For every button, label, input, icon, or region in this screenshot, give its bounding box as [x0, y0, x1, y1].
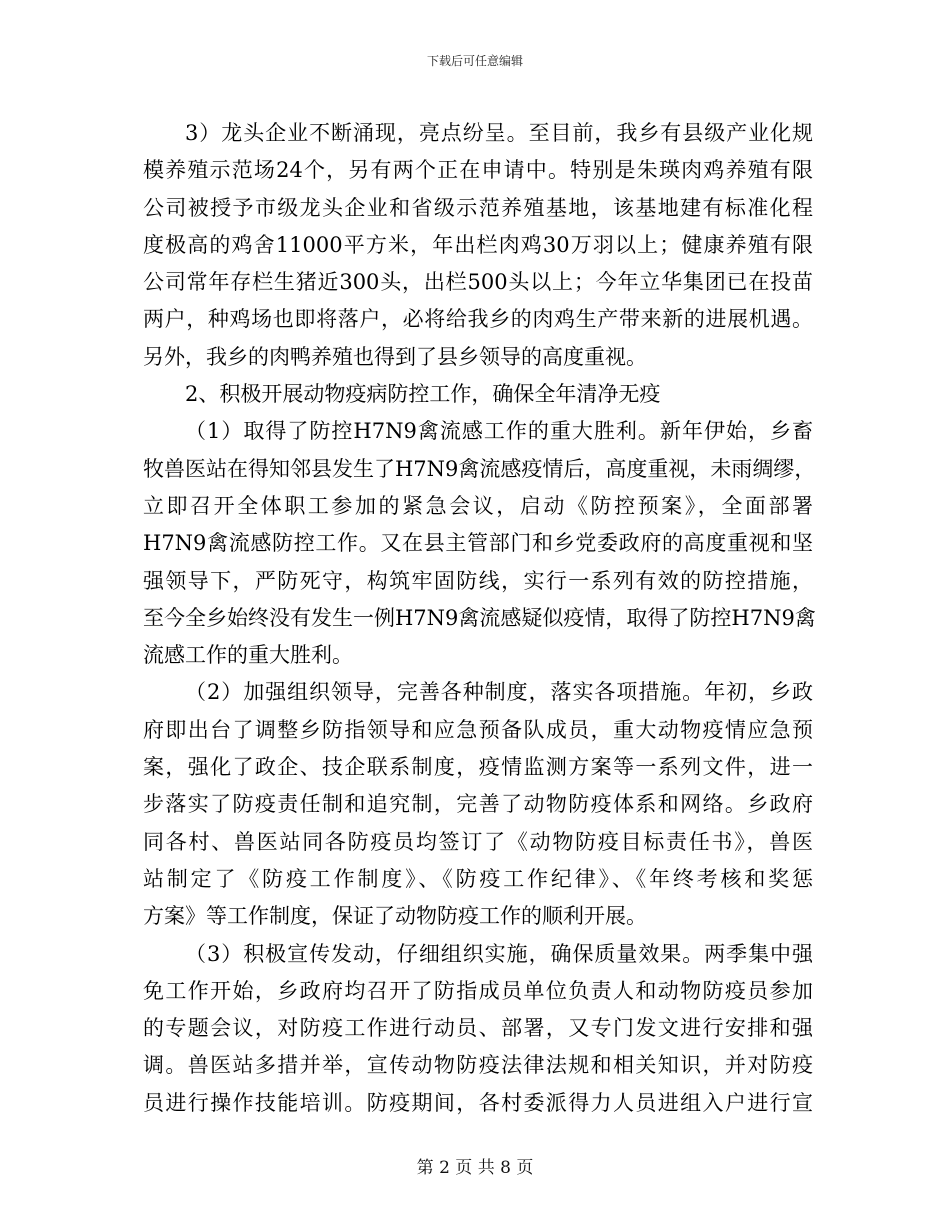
body-line: 方案》等工作制度，保证了动物防疫工作的顺利开展。 — [143, 904, 647, 929]
body-line: 员进行操作技能培训。防疫期间，各村委派得力人员进组入户进行宣 — [143, 1090, 813, 1115]
body-line: H7N9禽流感防控工作。又在县主管部门和乡党委政府的高度重视和坚 — [143, 531, 813, 556]
body-line: 另外，我乡的肉鸭养殖也得到了县乡领导的高度重视。 — [143, 344, 647, 369]
body-line: 至今全乡始终没有发生一例H7N9禽流感疑似疫情，取得了防控H7N9禽 — [143, 605, 816, 630]
body-line: 免工作开始，乡政府均召开了防指成员单位负责人和动物防疫员参加 — [143, 978, 813, 1003]
page-footer: 第 2 页 共 8 页 — [416, 1158, 534, 1178]
body-line: 同各村、兽医站同各防疫员均签订了《动物防疫目标责任书》，兽医 — [143, 829, 813, 854]
body-line: 的专题会议，对防疫工作进行动员、部署，又专门发文进行安排和强 — [143, 1016, 813, 1041]
body-line: 模养殖示范场24个，另有两个正在申请中。特别是朱瑛肉鸡养殖有限 — [143, 158, 813, 183]
body-line: （2）加强组织领导，完善各种制度，落实各项措施。年初，乡政 — [185, 680, 813, 705]
body-line: 站制定了《防疫工作制度》、《防疫工作纪律》、《年终考核和奖惩 — [143, 866, 813, 891]
body-line: 步落实了防疫责任制和追究制，完善了动物防疫体系和网络。乡政府 — [143, 792, 813, 817]
document-body — [143, 115, 816, 1122]
body-line: 立即召开全体职工参加的紧急会议，启动《防控预案》，全面部署 — [143, 493, 813, 518]
body-line: 公司被授予市级龙头企业和省级示范养殖基地，该基地建有标准化程 — [143, 195, 813, 220]
body-line: 2、积极开展动物疫病防控工作，确保全年清净无疫 — [185, 382, 661, 407]
page-header: 下载后可任意编辑 — [426, 54, 523, 68]
body-line: 两户，种鸡场也即将落户，必将给我乡的肉鸡生产带来新的进展机遇。 — [143, 307, 813, 332]
body-line: 调。兽医站多措并举，宣传动物防疫法律法规和相关知识，并对防疫 — [143, 1053, 813, 1078]
body-line: （3）积极宣传发动，仔细组织实施，确保质量效果。两季集中强 — [185, 941, 813, 966]
body-line: 强领导下，严防死守，构筑牢固防线，实行一系列有效的防控措施， — [143, 568, 813, 593]
body-line: 3）龙头企业不断涌现，亮点纷呈。至目前，我乡有县级产业化规 — [185, 121, 813, 145]
body-line: 案，强化了政企、技企联系制度，疫情监测方案等一系列文件，进一 — [143, 755, 813, 780]
body-line: （1）取得了防控H7N9禽流感工作的重大胜利。新年伊始，乡畜 — [185, 419, 813, 444]
body-line: 牧兽医站在得知邻县发生了H7N9禽流感疫情后，高度重视，未雨绸缪， — [143, 456, 816, 481]
body-line: 度极高的鸡舍11000平方米，年出栏肉鸡30万羽以上；健康养殖有限 — [143, 232, 813, 257]
body-line: 流感工作的重大胜利。 — [143, 643, 353, 668]
body-line: 府即出台了调整乡防指领导和应急预备队成员，重大动物疫情应急预 — [143, 717, 813, 742]
body-line: 公司常年存栏生猪近300头，出栏500头以上；今年立华集团已在投苗 — [143, 270, 813, 295]
